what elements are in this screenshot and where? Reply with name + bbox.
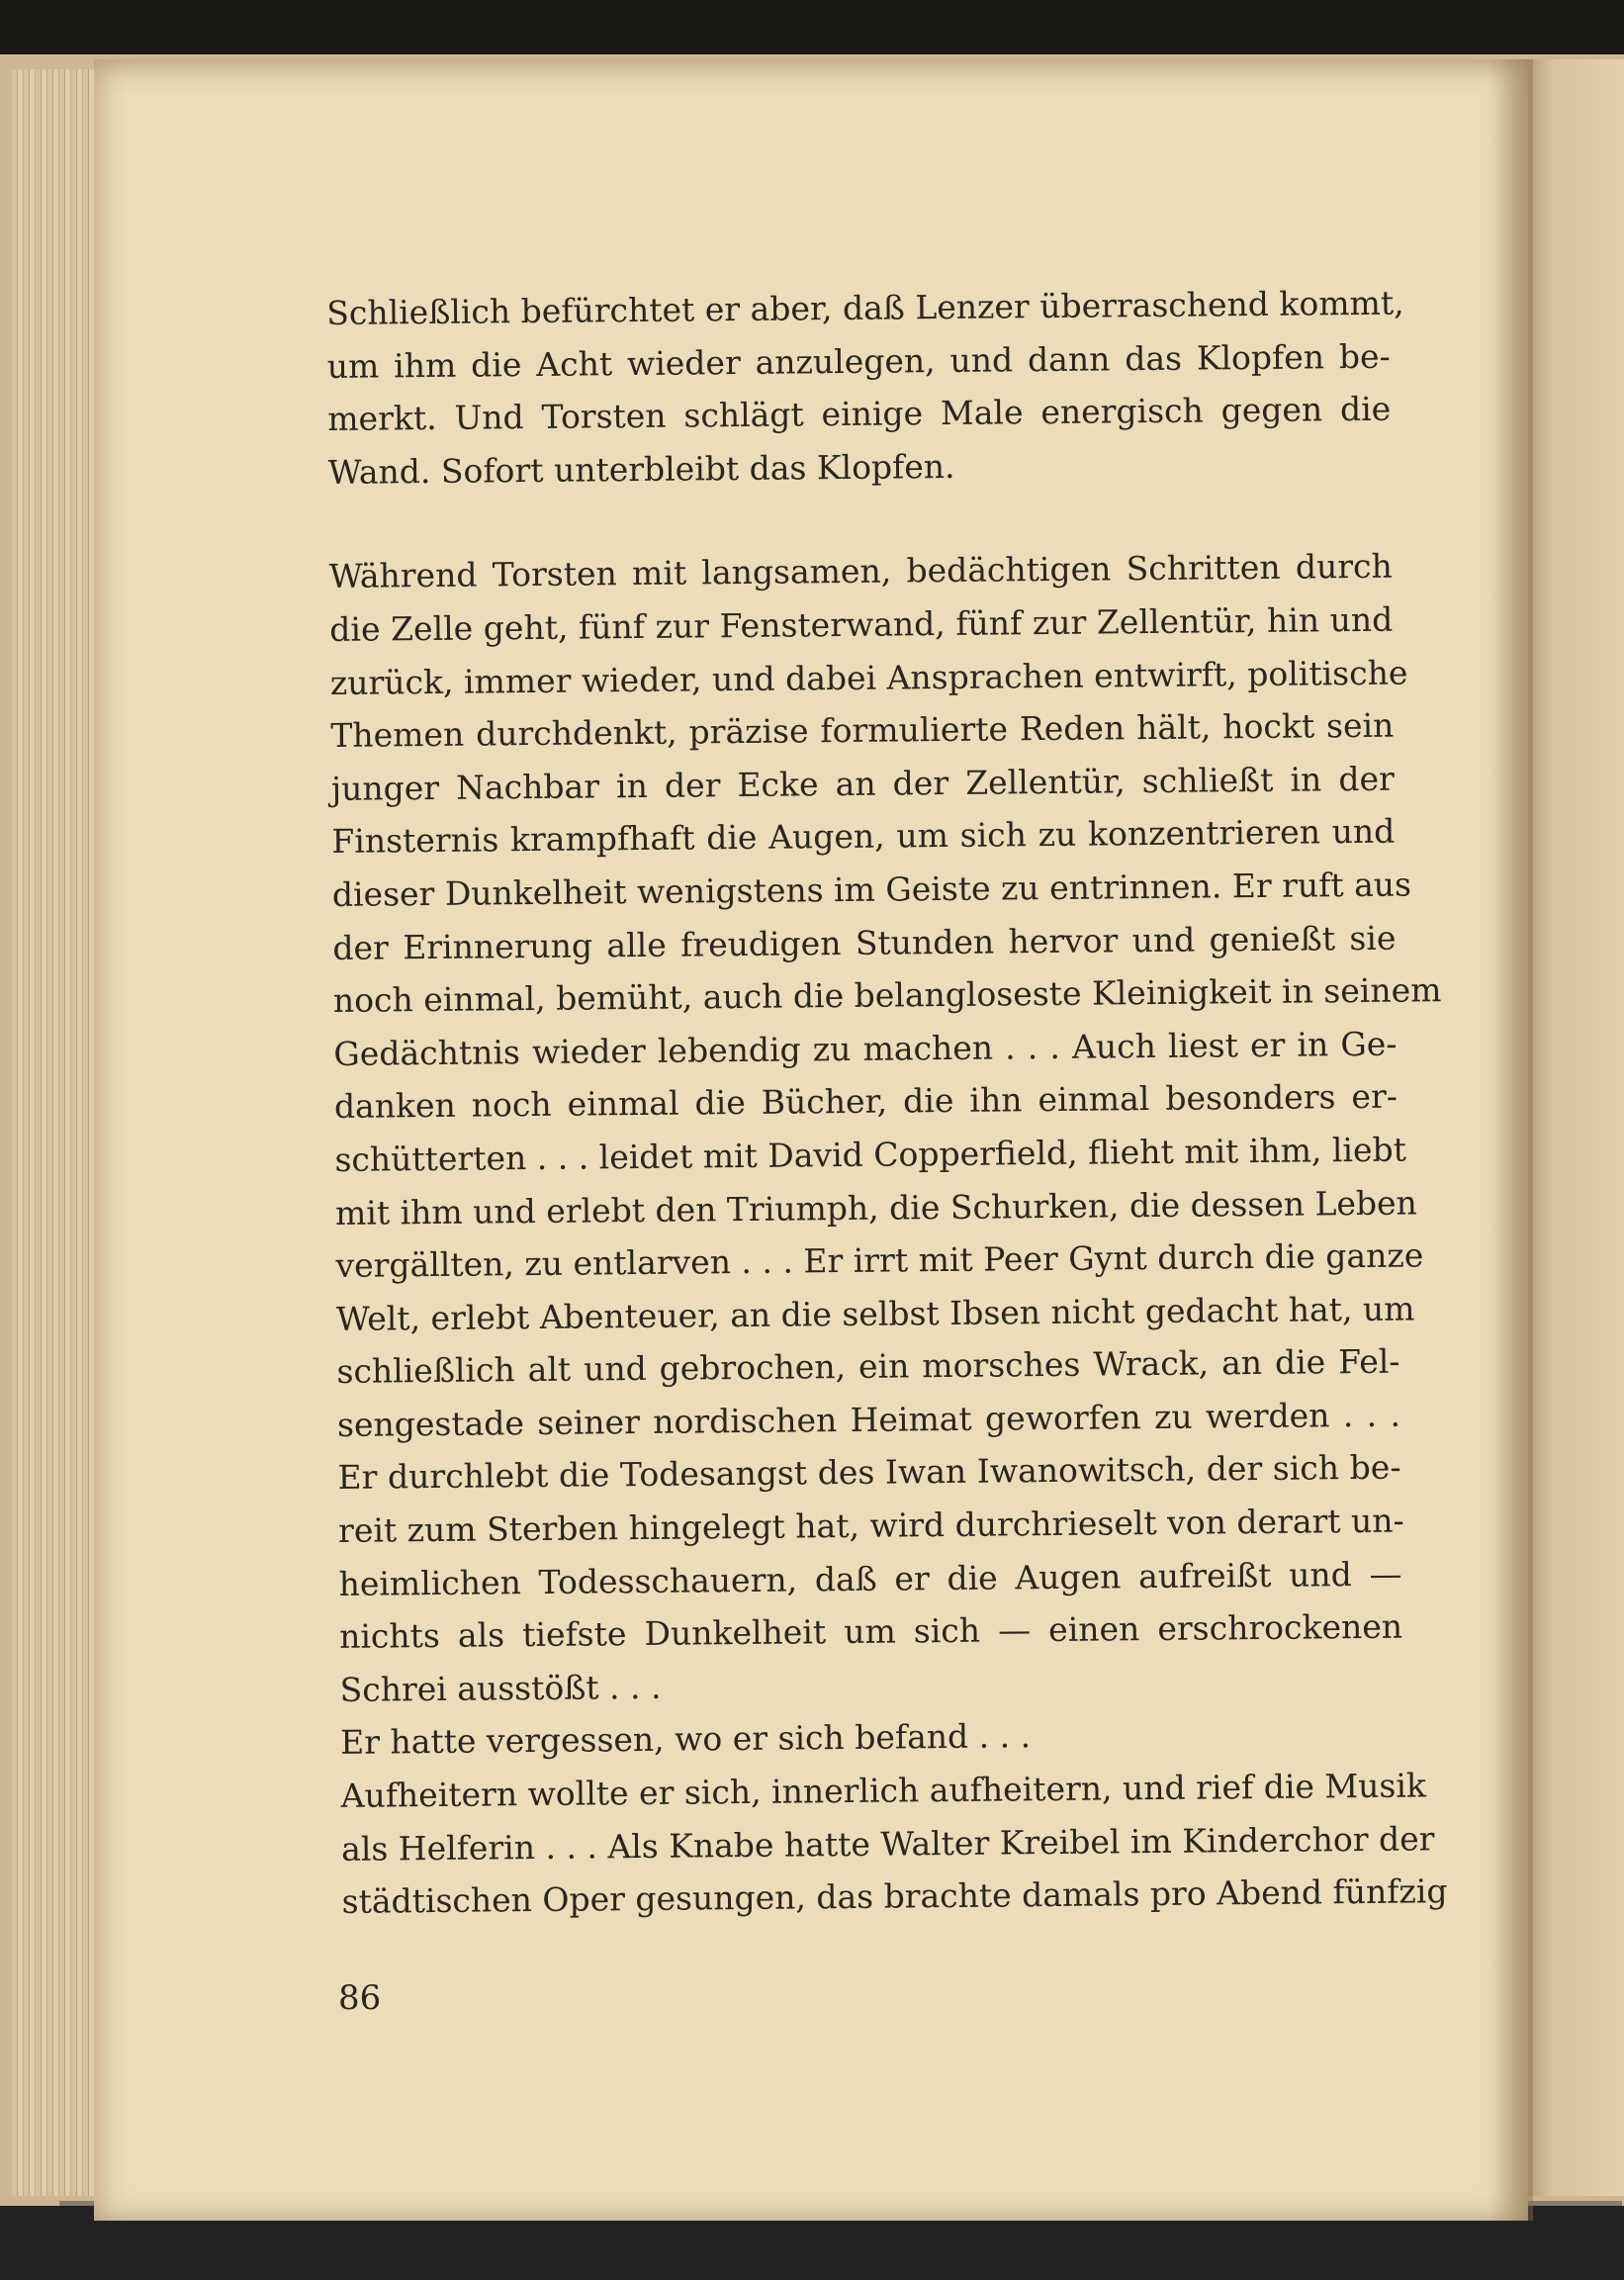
text-line: merkt. Und Torsten schlägt einige Male energisch gegen die bbox=[327, 389, 1392, 439]
text-line: noch einmal, bemüht, auch die belangloseste Kleinigkeit in seinem bbox=[332, 970, 1442, 1021]
text-line: Gedächtnis wieder lebendig zu machen . . . Auch liest er in Ge- bbox=[333, 1024, 1398, 1073]
text-line: dieser Dunkelheit wenigstens im Geiste zu entrinnen. Er ruft aus bbox=[331, 865, 1412, 914]
text-line: der Erinnerung alle freudigen Stunden hervor und genießt sie bbox=[332, 918, 1397, 967]
text-line: reit zum Sterben hingelegt hat, wird durchrieselt von derart un- bbox=[337, 1501, 1404, 1551]
text-line: Er durchlebt die Todesangst des Iwan Iwanowitsch, der sich be- bbox=[337, 1448, 1401, 1498]
text-line: Welt, erlebt Abenteuer, an die selbst Ibsen nicht gedacht hat, um bbox=[335, 1289, 1415, 1338]
text-line: heimlichen Todesschauern, daß er die Augen aufreißt und — bbox=[338, 1554, 1402, 1603]
text-line: mit ihm und erlebt den Triumph, die Schurken, die dessen Leben bbox=[334, 1182, 1418, 1232]
page-gutter-shadow bbox=[1489, 59, 1533, 2221]
text-line: um ihm die Acht wieder anzulegen, und dann das Klopfen be- bbox=[326, 336, 1391, 386]
text-line: städtischen Oper gesungen, das brachte damals pro Abend fünfzig bbox=[341, 1871, 1448, 1922]
text-line: Während Torsten mit langsamen, bedächtigen Schritten durch bbox=[328, 547, 1393, 596]
text-line: sengestade seiner nordischen Heimat geworfen zu werden . . . bbox=[336, 1395, 1401, 1444]
text-line: junger Nachbar in der Ecke an der Zellentür, schließt in der bbox=[330, 759, 1396, 808]
book-cover-right-edge bbox=[1521, 59, 1624, 2196]
text-line: schließlich alt und gebrochen, ein morsches Wrack, an die Fel- bbox=[336, 1341, 1400, 1392]
text-line: Er hatte vergessen, wo er sich befand . . . bbox=[339, 1716, 1032, 1763]
text-line: danken noch einmal die Bücher, die ihn einmal besonders er- bbox=[333, 1076, 1398, 1127]
text-line: Finsternis krampfhaft die Augen, um sich zu konzentrieren und bbox=[331, 811, 1396, 862]
stacked-page-edges bbox=[12, 69, 101, 2196]
text-line: Themen durchdenkt, präzise formulierte Reden hält, hockt sein bbox=[330, 705, 1395, 756]
text-line: Schließlich befürchtet er aber, daß Lenzer überraschend kommt, bbox=[326, 283, 1404, 332]
text-line: nichts als tiefste Dunkelheit um sich — einen erschrockenen bbox=[338, 1606, 1403, 1657]
text-line: Schrei ausstößt . . . bbox=[339, 1667, 662, 1709]
text-line: Aufheitern wollte er sich, innerlich aufheitern, und rief die Musik bbox=[340, 1766, 1427, 1815]
text-line: vergällten, zu entlarven . . . Er irrt mit Peer Gynt durch die ganze bbox=[335, 1235, 1424, 1286]
text-line: Wand. Sofort unterbleibt das Klopfen. bbox=[327, 446, 955, 492]
text-line: als Helferin . . . Als Knabe hatte Walter Kreibel im Kinderchor der bbox=[340, 1818, 1435, 1869]
body-text bbox=[326, 277, 1448, 1929]
text-line: zurück, immer wieder, und dabei Ansprachen entwirft, politische bbox=[329, 653, 1408, 702]
text-line: schütterten . . . leidet mit David Copperfield, flieht mit ihm, liebt bbox=[334, 1130, 1407, 1179]
page-number: 86 bbox=[338, 1978, 382, 2018]
text-line: die Zelle geht, fünf zur Fensterwand, fünf zur Zellentür, hin und bbox=[329, 599, 1394, 649]
